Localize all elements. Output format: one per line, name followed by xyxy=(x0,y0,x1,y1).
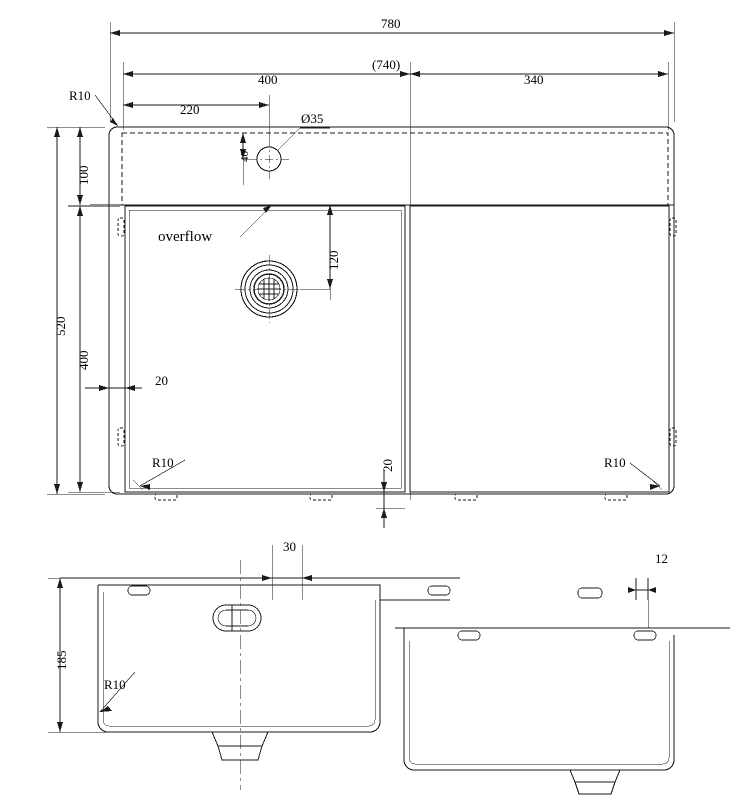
dim-overall-width-label: 780 xyxy=(381,16,401,31)
dim-back-ledge-label: 100 xyxy=(76,165,91,185)
dim-tap-hole-offset-label: 220 xyxy=(180,102,200,117)
radius-top-left-label: R10 xyxy=(69,88,91,103)
dim-left-segment-label: 400 xyxy=(258,72,278,87)
dim-section-rim-thickness-label: 12 xyxy=(655,551,668,566)
overflow-annotation-label: overflow xyxy=(158,229,213,245)
dim-bowl-reference-width-label: (740) xyxy=(372,57,401,72)
dim-bowl-depth-label: 400 xyxy=(76,350,91,370)
dim-tap-hole-diameter-label: Ø35 xyxy=(301,111,324,126)
radius-section-label: R10 xyxy=(104,677,126,692)
radius-bowl-right-label: R10 xyxy=(604,455,626,470)
radius-bowl-left-label: R10 xyxy=(152,455,174,470)
dim-overall-depth-label: 520 xyxy=(53,316,68,336)
dim-right-segment-label: 340 xyxy=(524,72,544,87)
dim-drain-offset-vertical-label: 120 xyxy=(326,250,341,270)
dim-section-height-label: 185 xyxy=(54,650,69,670)
dim-bowl-left-offset-label: 20 xyxy=(155,373,168,388)
dim-bowl-bottom-offset-label: 20 xyxy=(380,459,395,472)
dim-section-ledge-width-label: 30 xyxy=(283,539,296,554)
dim-tap-hole-edge-label: 40 xyxy=(239,151,251,162)
